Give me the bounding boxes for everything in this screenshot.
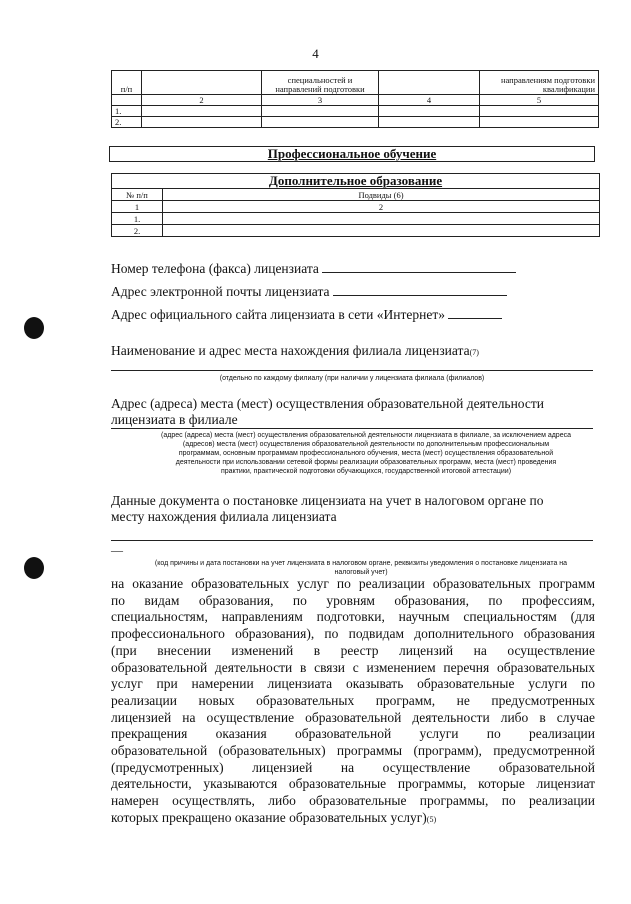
table-cell — [480, 117, 599, 128]
body-line: образовательной (образовательных) программы (программ), предусмотренной — [111, 743, 595, 759]
table-header-cell — [379, 71, 480, 95]
table-header-cell: направлениям подготовки квалификации — [480, 71, 599, 95]
branch-address-heading-line: лицензиата в филиале — [111, 412, 238, 427]
branch-label-text: Наименование и адрес места нахождения филиала лицензиата — [111, 343, 470, 358]
professional-training-title — [109, 146, 595, 162]
table-header-cell: п/п — [112, 71, 142, 95]
branch-line[interactable] — [111, 370, 593, 371]
website-label: Адрес официального сайта лицензиата в сети «Интернет» — [111, 307, 446, 322]
table-cell — [142, 117, 262, 128]
branch-note: (отдельно по каждому филиалу (при наличии у лицензиата филиала (филиалов) — [219, 375, 485, 382]
table-header-cell: специальностей и направлений подготовки — [262, 71, 379, 95]
table-cell: 2. — [112, 117, 142, 128]
table-cell — [262, 117, 379, 128]
website-field — [111, 306, 502, 323]
note-line: деятельности при использовании сетевой формы реализации образовательных программ, места (мест) проведения — [175, 459, 557, 466]
phone-blank[interactable] — [322, 260, 516, 273]
punch-hole-mark — [24, 557, 44, 579]
phone-field — [111, 260, 516, 277]
body-line: по видам образования, по уровням образования, по профессиям, — [111, 592, 595, 608]
table-cell — [142, 106, 262, 117]
table-cell — [480, 106, 599, 117]
tax-dash: — — [111, 543, 123, 557]
table-col-number: 2 — [142, 95, 262, 106]
branch-address-line[interactable] — [111, 428, 593, 429]
table-col-number: 5 — [480, 95, 599, 106]
body-line-text: которых прекращено оказание образовательных услуг) — [111, 809, 427, 825]
footnote-ref: (5) — [426, 814, 437, 824]
body-line: на оказание образовательных услуг по реализации образовательных программ — [111, 576, 595, 591]
page-number: 4 — [312, 46, 319, 61]
note-line: практики, практической подготовки обучающихся, государственной итоговой аттестации) — [220, 468, 512, 475]
body-line: деятельности, указываются образовательные программы, которые лицензиат — [111, 776, 595, 792]
table-col-number: 2 — [163, 201, 600, 213]
tax-note — [126, 559, 596, 577]
table-row — [112, 106, 599, 117]
table-cell — [379, 106, 480, 117]
table-cell: 1. — [112, 213, 163, 225]
body-line: (при внесении изменений в реестр лицензий на осуществление — [111, 642, 595, 658]
table-header-cell: Подвиды (6) — [163, 189, 600, 201]
professional-training-label: Профессиональное обучение — [267, 146, 437, 161]
branch-address-note — [146, 431, 586, 476]
body-line: намерен осуществлять, либо образовательные программы, по реализации — [111, 793, 595, 809]
note-line: (адрес (адреса) места (мест) осуществления образовательной деятельности лицензиата в филиале, за исключением адреса — [161, 432, 571, 439]
table-col-number: 1 — [112, 201, 163, 213]
note-line: (адресов) места (мест) осуществления образовательной деятельности по дополнительным профессиональным — [182, 441, 550, 448]
body-line-last — [111, 810, 595, 829]
body-line: услуг при намерении лицензиата оказывать образовательные услуги по — [111, 676, 595, 692]
body-line: реализации новых образовательных программ, не предусмотренных — [111, 692, 595, 708]
tax-heading-line: Данные документа о постановке лицензиата на учет в налоговом органе по — [111, 493, 544, 508]
email-label: Адрес электронной почты лицензиата — [111, 284, 330, 299]
branch-address-heading-line: Адрес (адреса) места (мест) осуществления образовательной деятельности — [111, 396, 545, 411]
punch-hole-mark — [24, 317, 44, 339]
table-row — [112, 213, 600, 225]
programs-table — [111, 70, 599, 128]
table-cell: 2. — [112, 225, 163, 237]
table-row — [112, 117, 599, 128]
table-header-cell — [142, 71, 262, 95]
table-row — [112, 225, 600, 237]
table-cell — [163, 213, 600, 225]
table-cell: 1. — [112, 106, 142, 117]
body-paragraph — [111, 576, 595, 829]
website-blank[interactable] — [448, 306, 502, 319]
note-line: (код причины и дата постановки на учет лицензиата в налоговом органе, реквизиты уведомления о постановке лицензиата на — [154, 560, 568, 567]
body-line: лицензией на осуществление образовательной деятельности либо в случае — [111, 709, 595, 725]
body-line: специальностям, направлениям подготовки, научным специальностям (для — [111, 609, 595, 625]
body-line: (предусмотренных) лицензией на осуществление образовательной — [111, 759, 595, 775]
table-cell — [262, 106, 379, 117]
table-col-number — [112, 95, 142, 106]
additional-education-label: Дополнительное образование — [268, 173, 443, 188]
additional-education-title — [111, 173, 600, 188]
table-cell — [379, 117, 480, 128]
table-cell — [163, 225, 600, 237]
footnote-ref: (7) — [469, 348, 479, 357]
table-col-number: 3 — [262, 95, 379, 106]
table-header-cell: № п/п — [112, 189, 163, 201]
tax-heading — [111, 493, 593, 525]
branch-address-heading — [111, 396, 593, 428]
tax-heading-line: месту нахождения филиала лицензиата — [111, 509, 337, 524]
branch-name-label — [111, 343, 479, 361]
body-line: прекращения оказания образовательной услуги по реализации — [111, 726, 595, 742]
table-col-number: 4 — [379, 95, 480, 106]
body-line: образовательной деятельности в связи с изменением перечня образовательных — [111, 659, 595, 675]
tax-line[interactable] — [111, 540, 593, 541]
body-line: профессионального образования), по подвидам дополнительного образования — [111, 626, 595, 642]
email-field — [111, 283, 507, 300]
email-blank[interactable] — [333, 283, 507, 296]
phone-label: Номер телефона (факса) лицензиата — [111, 261, 319, 276]
note-line: программам, основным программам профессионального обучения, места (мест) осуществления образовательной — [178, 450, 554, 457]
note-line: налоговый учет) — [334, 569, 388, 576]
additional-education-table — [111, 188, 600, 237]
